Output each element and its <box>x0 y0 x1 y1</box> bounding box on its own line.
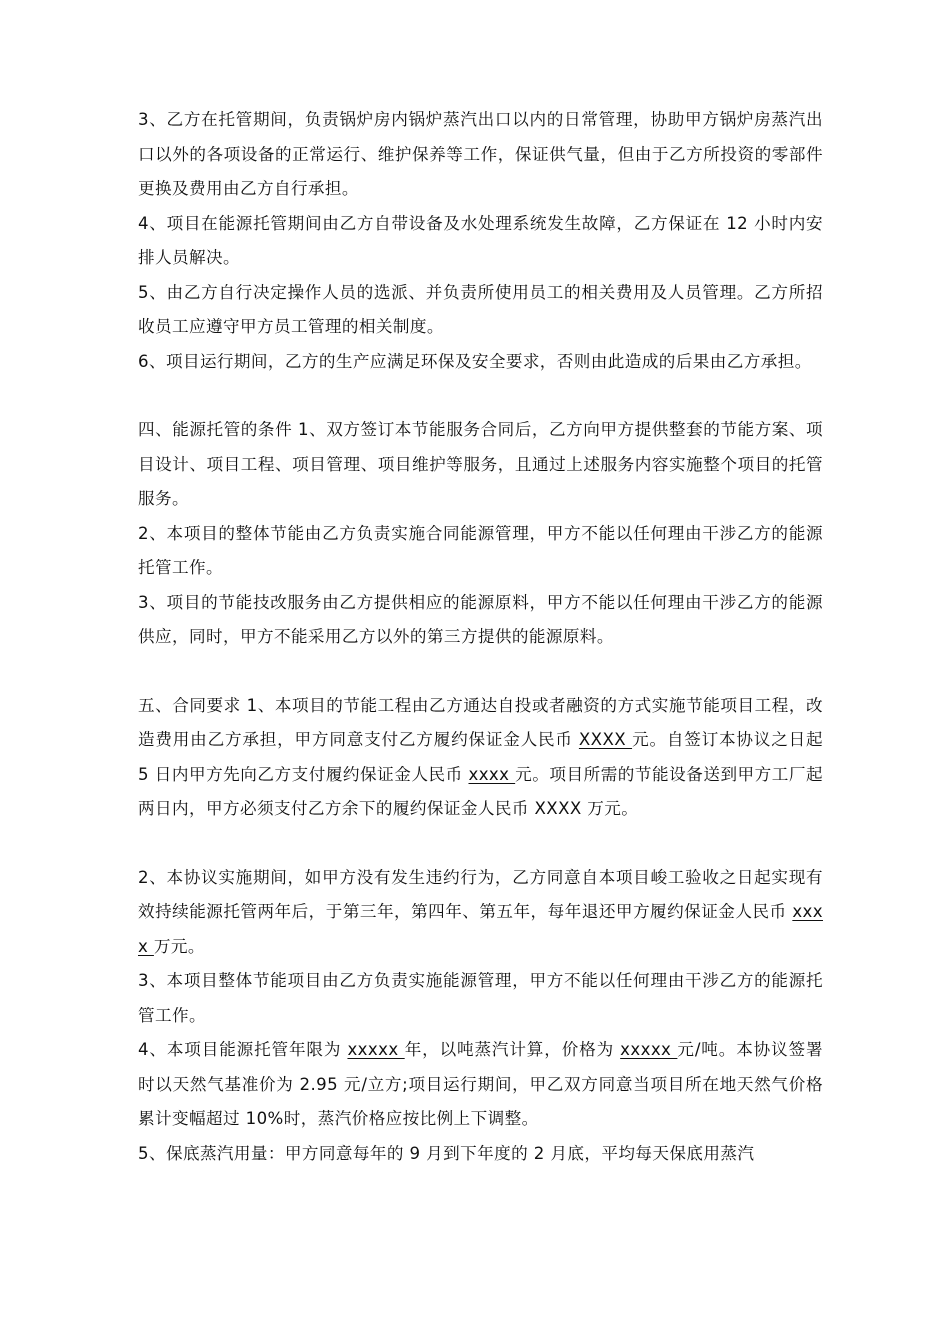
clause-3-3: 3、乙方在托管期间，负责锅炉房内锅炉蒸汽出口以内的日常管理，协助甲方锅炉房蒸汽出口以外的各项设备的正常运行、维护保养等工作，保证供气量，但由于乙方所投资的零部件更换及费用由乙方自行承担。 <box>138 110 823 198</box>
clause-3-5: 5、由乙方自行决定操作人员的选派、并负责所使用员工的相关费用及人员管理。乙方所招收员工应遵守甲方员工管理的相关制度。 <box>138 282 823 336</box>
clause-5-2-text-a: 2、本协议实施期间，如甲方没有发生违约行为，乙方同意自本项目峻工验收之日起实现有效持续能源托管两年后，于第三年，第四年、第五年，每年退还甲方履约保证金人民币 <box>138 867 823 921</box>
clause-5-1-text-c: 元。项目所需的节能设备送到甲方工厂起两日内，甲方必须支付乙方余下的履约保证金人民币 XXXX 万元。 <box>138 764 823 818</box>
refund-amount-blank: xxxx <box>138 902 823 956</box>
price-per-ton-blank: xxxxx <box>620 1040 678 1059</box>
clause-4-2: 2、本项目的整体节能由乙方负责实施合同能源管理，甲方不能以任何理由干涉乙方的能源托管工作。 <box>138 523 823 577</box>
clause-5-4-text-c: 元/吨。本协议签署时以天然气基准价为 2.95 元/立方;项目运行期间，甲乙双方同意当项目所在地天然气价格累计变幅超过 10%时，蒸汽价格应按比例上下调整。 <box>138 1040 823 1128</box>
clause-3-4: 4、项目在能源托管期间由乙方自带设备及水处理系统发生故障，乙方保证在 12 小时内安排人员解决。 <box>138 213 823 267</box>
clause-5-2 <box>138 861 823 965</box>
deposit-amount-blank-2: xxxx <box>468 764 516 784</box>
clause-5-1-text-a: 五、合同要求 1、本项目的节能工程由乙方通达自投或者融资的方式实施节能项目工程，改造费用由乙方承担，甲方同意支付乙方履约保证金人民币 <box>138 695 823 749</box>
section-5-clause-1 <box>138 689 823 827</box>
clause-5-5: 5、保底蒸汽用量：甲方同意每年的 9 月到下年度的 2 月底，平均每天保底用蒸汽 <box>138 1143 755 1163</box>
clause-3-6: 6、项目运行期间，乙方的生产应满足环保及安全要求，否则由此造成的后果由乙方承担。 <box>138 351 812 371</box>
clause-5-1-text-b: 元。自签订本协议之日起 5 日内甲方先向乙方支付履约保证金人民币 <box>138 730 823 784</box>
section-4-clause-1: 四、能源托管的条件 1、双方签订本节能服务合同后，乙方向甲方提供整套的节能方案、项目设计、项目工程、项目管理、项目维护等服务，且通过上述服务内容实施整个项目的托管服务。 <box>138 420 823 508</box>
term-years-blank: xxxxx <box>347 1040 405 1059</box>
clause-5-4-text-a: 4、本项目能源托管年限为 <box>138 1040 348 1059</box>
clause-5-4 <box>138 1033 823 1137</box>
clause-5-4-text-b: 年，以吨蒸汽计算，价格为 <box>404 1040 621 1059</box>
document-page <box>138 103 823 1171</box>
clause-4-3: 3、项目的节能技改服务由乙方提供相应的能源原料，甲方不能以任何理由干涉乙方的能源供应，同时，甲方不能采用乙方以外的第三方提供的能源原料。 <box>138 592 823 646</box>
clause-5-3: 3、本项目整体节能项目由乙方负责实施能源管理，甲方不能以任何理由干涉乙方的能源托管工作。 <box>138 971 823 1025</box>
deposit-amount-blank-1: XXXX <box>578 730 633 749</box>
clause-5-2-text-b: 万元。 <box>153 936 205 956</box>
